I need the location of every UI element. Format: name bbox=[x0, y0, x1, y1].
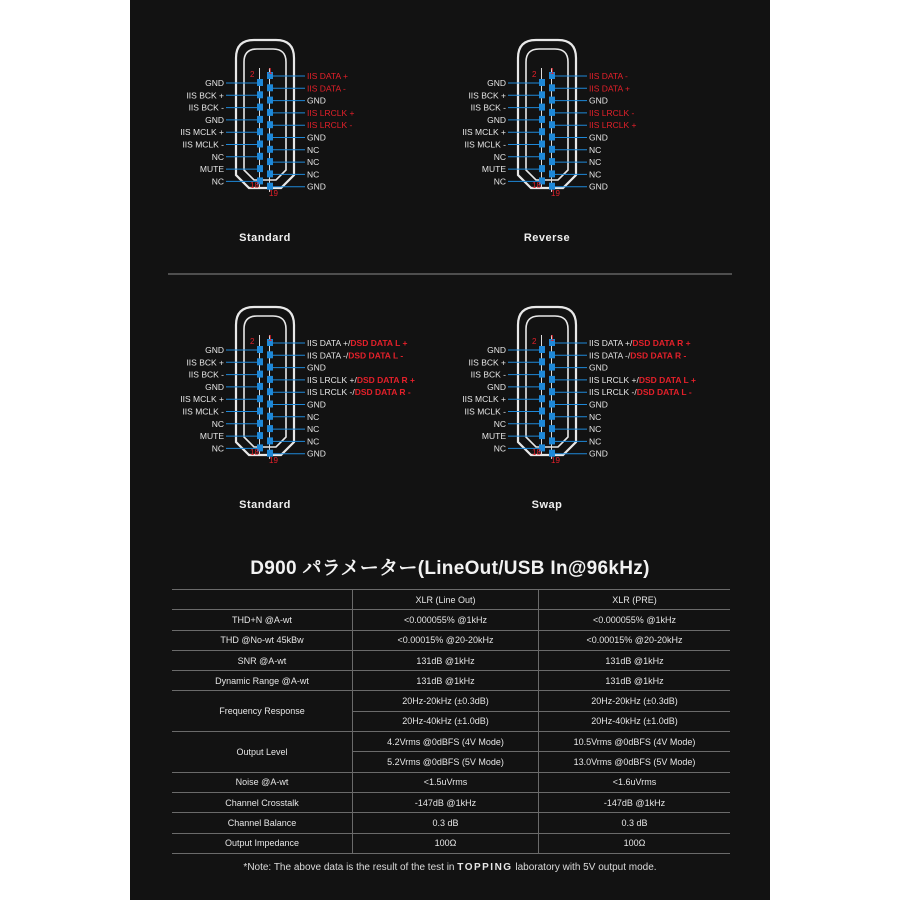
pin-label-text: IIS LRCLK -/ bbox=[589, 387, 637, 398]
pin-label-left: IIS MCLK + bbox=[180, 127, 224, 138]
pin-label-right bbox=[307, 120, 353, 130]
cell-line-out: 5.2Vrms @0dBFS (5V Mode) bbox=[353, 752, 539, 772]
pin-pad bbox=[257, 420, 263, 427]
pin-pad bbox=[539, 383, 545, 390]
pin-pad bbox=[539, 104, 545, 111]
pin-number: 19 bbox=[269, 456, 278, 465]
pin-label-left: NC bbox=[211, 418, 224, 429]
pin-label-signal: DSD DATA L + bbox=[638, 374, 696, 385]
pin-pad bbox=[549, 425, 555, 432]
pin-label-signal: IIS LRCLK - bbox=[589, 107, 635, 118]
pin-label-text: IIS DATA +/ bbox=[589, 338, 633, 348]
pin-pad bbox=[257, 395, 263, 402]
connector-inner-outline bbox=[244, 316, 286, 447]
pin-label-text: GND bbox=[589, 362, 608, 373]
pin-number: 1 bbox=[550, 334, 555, 343]
pin-pad bbox=[549, 413, 555, 420]
pin-number: 2 bbox=[250, 337, 255, 346]
pin-label-right bbox=[307, 375, 415, 385]
pin-pad bbox=[267, 170, 273, 177]
pin-number: 1 bbox=[268, 334, 273, 343]
pin-pad bbox=[549, 84, 555, 91]
cell-line-out: <1.5uVrms bbox=[353, 772, 539, 792]
table-row bbox=[172, 671, 730, 691]
pin-label-left: GND bbox=[487, 78, 506, 88]
cell-line-out: 131dB @1kHz bbox=[353, 671, 539, 691]
pin-label-left: MUTE bbox=[199, 431, 224, 442]
pin-label-signal: IIS DATA + bbox=[589, 83, 631, 94]
diagram-caption: Standard bbox=[239, 499, 291, 511]
pin-pad bbox=[549, 121, 555, 128]
pin-label-left: MUTE bbox=[481, 164, 506, 175]
brand-logo: TOPPING bbox=[457, 862, 513, 873]
pin-label-right bbox=[307, 108, 355, 118]
pin-label-right bbox=[589, 350, 686, 360]
pin-label-left: NC bbox=[211, 176, 224, 187]
pin-label-text: IIS LRCLK -/ bbox=[307, 387, 355, 398]
pin-label-left: GND bbox=[205, 381, 224, 392]
pin-label-right bbox=[307, 71, 348, 81]
pin-label-text: GND bbox=[589, 181, 608, 192]
pin-label-left: NC bbox=[493, 176, 506, 187]
cell-pre: -147dB @1kHz bbox=[539, 792, 731, 812]
pin-label-left: GND bbox=[205, 78, 224, 88]
hdmi-connector-diagram bbox=[180, 307, 415, 511]
pin-pad bbox=[539, 371, 545, 378]
pin-number: 18 bbox=[250, 181, 259, 190]
pin-pad bbox=[549, 376, 555, 383]
pin-label-left: NC bbox=[493, 418, 506, 429]
pin-label-signal: DSD DATA R + bbox=[356, 374, 416, 385]
pin-label-left: IIS BCK + bbox=[186, 90, 224, 101]
cell-pre: 100Ω bbox=[539, 833, 731, 853]
pin-pad bbox=[257, 128, 263, 135]
pin-label-right bbox=[307, 350, 403, 360]
hdmi-connector-diagram bbox=[180, 40, 354, 244]
pin-label-left: NC bbox=[493, 443, 506, 454]
pin-label-text: NC bbox=[307, 144, 320, 155]
pin-label-left: GND bbox=[205, 114, 224, 125]
row-label: Dynamic Range @A-wt bbox=[172, 671, 353, 691]
cell-line-out: <0.00015% @20-20kHz bbox=[353, 630, 539, 650]
pin-label-text: NC bbox=[589, 157, 602, 168]
pin-label-signal: IIS LRCLK + bbox=[307, 107, 355, 118]
pin-number: 2 bbox=[532, 337, 537, 346]
connector-inner-outline bbox=[526, 316, 568, 447]
pin-label-signal: IIS DATA + bbox=[307, 71, 349, 81]
pin-pad bbox=[539, 420, 545, 427]
cell-line-out: 131dB @1kHz bbox=[353, 650, 539, 670]
pin-label-text: NC bbox=[589, 424, 602, 435]
pin-label-signal: DSD DATA R - bbox=[630, 350, 687, 361]
pin-pad bbox=[257, 141, 263, 148]
row-label: THD @No-wt 45kBw bbox=[172, 630, 353, 650]
pin-label-left: GND bbox=[487, 381, 506, 392]
pin-pad bbox=[267, 97, 273, 104]
note-text: *Note: The above data is the result of the test in bbox=[243, 862, 458, 873]
pin-pad bbox=[549, 437, 555, 444]
header-cell: XLR (PRE) bbox=[539, 590, 731, 610]
row-label: Frequency Response bbox=[172, 691, 353, 732]
pin-pad bbox=[267, 146, 273, 153]
pin-label-right bbox=[307, 182, 326, 192]
pin-pad bbox=[539, 128, 545, 135]
pin-label-left: IIS MCLK + bbox=[462, 127, 506, 138]
pin-label-text: GND bbox=[307, 448, 326, 459]
pin-label-text: NC bbox=[307, 169, 320, 180]
pin-label-right bbox=[307, 436, 319, 446]
cell-line-out: 20Hz-20kHz (±0.3dB) bbox=[353, 691, 539, 711]
header-cell: XLR (Line Out) bbox=[353, 590, 539, 610]
table-row bbox=[172, 630, 730, 650]
pin-pad bbox=[539, 346, 545, 353]
pin-number: 2 bbox=[532, 70, 537, 79]
pin-label-text: GND bbox=[589, 95, 608, 106]
header-cell bbox=[172, 590, 353, 610]
pin-pad bbox=[267, 376, 273, 383]
pin-label-right bbox=[589, 375, 696, 385]
pin-pad bbox=[549, 364, 555, 371]
pin-label-left: NC bbox=[211, 151, 224, 162]
table-row bbox=[172, 650, 730, 670]
pin-label-left: MUTE bbox=[481, 431, 506, 442]
pin-label-signal: IIS LRCLK - bbox=[307, 120, 353, 131]
pin-label-left: IIS MCLK - bbox=[182, 406, 224, 417]
pin-label-right bbox=[589, 412, 601, 422]
pin-label-text: NC bbox=[589, 436, 602, 447]
pin-label-right bbox=[589, 133, 608, 143]
pin-label-right bbox=[307, 133, 326, 143]
pin-label-text: GND bbox=[307, 181, 326, 192]
pin-label-text: GND bbox=[307, 399, 326, 410]
pin-number: 18 bbox=[532, 181, 541, 190]
pin-label-left: IIS BCK - bbox=[470, 102, 506, 113]
pin-label-left: IIS MCLK + bbox=[180, 394, 224, 405]
cell-pre: <1.6uVrms bbox=[539, 772, 731, 792]
footnote bbox=[130, 862, 770, 873]
pin-pad bbox=[549, 388, 555, 395]
pin-label-signal: DSD DATA L + bbox=[350, 338, 408, 348]
pin-label-right bbox=[307, 96, 326, 106]
pin-pad bbox=[257, 358, 263, 365]
row-label: Channel Balance bbox=[172, 813, 353, 833]
pin-label-text: GND bbox=[589, 448, 608, 459]
cell-pre: <0.00015% @20-20kHz bbox=[539, 630, 731, 650]
pin-number: 2 bbox=[250, 70, 255, 79]
pin-label-right bbox=[589, 157, 601, 167]
pin-number: 19 bbox=[269, 189, 278, 198]
pin-pad bbox=[549, 97, 555, 104]
cell-line-out: 4.2Vrms @0dBFS (4V Mode) bbox=[353, 732, 539, 752]
pin-pad bbox=[257, 371, 263, 378]
note-text: laboratory with 5V output mode. bbox=[512, 862, 657, 873]
pin-pad bbox=[539, 153, 545, 160]
pin-label-left: IIS BCK + bbox=[186, 357, 224, 368]
pin-pad bbox=[539, 141, 545, 148]
pin-pad bbox=[549, 170, 555, 177]
pin-label-right bbox=[307, 424, 319, 434]
cell-pre: <0.000055% @1kHz bbox=[539, 610, 731, 630]
pin-pad bbox=[549, 109, 555, 116]
pin-label-text: GND bbox=[307, 95, 326, 106]
hdmi-connector-diagram bbox=[462, 40, 636, 244]
pin-label-text: IIS LRCLK +/ bbox=[307, 374, 357, 385]
pin-label-left: IIS BCK - bbox=[188, 102, 224, 113]
pin-number: 1 bbox=[550, 67, 555, 76]
pin-label-right bbox=[589, 120, 637, 130]
pin-pad bbox=[549, 158, 555, 165]
cell-pre: 13.0Vrms @0dBFS (5V Mode) bbox=[539, 752, 731, 772]
table-row bbox=[172, 610, 730, 630]
pin-number: 19 bbox=[551, 456, 560, 465]
cell-line-out: 0.3 dB bbox=[353, 813, 539, 833]
pin-label-left: GND bbox=[487, 345, 506, 355]
table-row bbox=[172, 833, 730, 853]
pin-label-text: NC bbox=[589, 411, 602, 422]
pin-number: 18 bbox=[532, 448, 541, 457]
parameters-title: D900 パラメーター(LineOut/USB In@96kHz) bbox=[250, 558, 650, 579]
pin-pad bbox=[549, 351, 555, 358]
cell-line-out: <0.000055% @1kHz bbox=[353, 610, 539, 630]
pin-number: 18 bbox=[250, 448, 259, 457]
pin-pad bbox=[257, 91, 263, 98]
pin-label-signal: IIS DATA - bbox=[589, 71, 628, 81]
cell-pre: 131dB @1kHz bbox=[539, 650, 731, 670]
table-row bbox=[172, 772, 730, 792]
row-label: Output Level bbox=[172, 732, 353, 773]
row-label: THD+N @A-wt bbox=[172, 610, 353, 630]
cell-pre: 0.3 dB bbox=[539, 813, 731, 833]
pin-pad bbox=[539, 358, 545, 365]
pin-label-right bbox=[307, 145, 319, 155]
pin-pad bbox=[267, 84, 273, 91]
row-label: Channel Crosstalk bbox=[172, 792, 353, 812]
pin-label-right bbox=[589, 363, 608, 373]
pin-pad bbox=[267, 413, 273, 420]
row-label: SNR @A-wt bbox=[172, 650, 353, 670]
pin-label-right bbox=[307, 338, 407, 348]
pin-label-text: IIS DATA -/ bbox=[307, 350, 349, 361]
pin-pad bbox=[267, 121, 273, 128]
pin-label-left: GND bbox=[205, 345, 224, 355]
pin-label-right bbox=[589, 424, 601, 434]
pin-pad bbox=[549, 134, 555, 141]
pin-pad bbox=[549, 146, 555, 153]
pin-pad bbox=[257, 116, 263, 123]
pin-pad bbox=[539, 432, 545, 439]
pin-label-right bbox=[589, 145, 601, 155]
pin-pad bbox=[539, 395, 545, 402]
pin-label-text: NC bbox=[307, 436, 320, 447]
pin-pad bbox=[267, 437, 273, 444]
pin-label-text: IIS DATA +/ bbox=[307, 338, 351, 348]
pin-label-right bbox=[307, 387, 411, 397]
pin-label-right bbox=[589, 387, 692, 397]
cell-line-out: 100Ω bbox=[353, 833, 539, 853]
pin-label-left: IIS MCLK - bbox=[464, 139, 506, 150]
pin-pad bbox=[267, 388, 273, 395]
pin-pad bbox=[257, 165, 263, 172]
pin-label-right bbox=[589, 338, 691, 348]
pin-pad bbox=[257, 104, 263, 111]
pin-pad bbox=[267, 351, 273, 358]
connector-inner-outline bbox=[244, 49, 286, 180]
pin-label-signal: IIS LRCLK + bbox=[589, 120, 637, 131]
pin-pad bbox=[267, 425, 273, 432]
pin-label-left: IIS MCLK - bbox=[182, 139, 224, 150]
pin-label-right bbox=[589, 96, 608, 106]
parameters-table bbox=[172, 589, 730, 854]
pin-label-left: IIS MCLK - bbox=[464, 406, 506, 417]
pin-label-left: IIS BCK - bbox=[188, 369, 224, 380]
pin-pad bbox=[257, 383, 263, 390]
pin-label-right bbox=[589, 400, 608, 410]
pin-pad bbox=[539, 165, 545, 172]
pin-label-signal: DSD DATA L - bbox=[348, 350, 404, 361]
diagram-caption: Standard bbox=[239, 232, 291, 244]
pin-label-right bbox=[307, 157, 319, 167]
pin-label-left: IIS BCK - bbox=[470, 369, 506, 380]
row-label: Output Impedance bbox=[172, 833, 353, 853]
pin-label-text: GND bbox=[307, 132, 326, 143]
table-row bbox=[172, 813, 730, 833]
diagram-caption: Swap bbox=[531, 499, 563, 511]
pin-label-right bbox=[307, 83, 346, 93]
pin-label-text: NC bbox=[589, 169, 602, 180]
pin-number: 19 bbox=[551, 189, 560, 198]
pin-label-text: IIS DATA -/ bbox=[589, 350, 631, 361]
pin-label-text: NC bbox=[307, 157, 320, 168]
pin-label-right bbox=[307, 412, 319, 422]
pin-label-left: IIS MCLK + bbox=[462, 394, 506, 405]
pin-label-left: GND bbox=[487, 114, 506, 125]
connector-inner-outline bbox=[526, 49, 568, 180]
pin-label-right bbox=[589, 83, 630, 93]
pin-label-left: NC bbox=[211, 443, 224, 454]
pin-pad bbox=[257, 346, 263, 353]
pin-pad bbox=[257, 153, 263, 160]
table-row bbox=[172, 691, 730, 711]
pin-label-left: MUTE bbox=[199, 164, 224, 175]
table-row bbox=[172, 792, 730, 812]
pin-label-right bbox=[589, 71, 628, 81]
cell-pre: 20Hz-20kHz (±0.3dB) bbox=[539, 691, 731, 711]
pin-pad bbox=[267, 158, 273, 165]
diagram-caption: Reverse bbox=[523, 232, 571, 244]
pin-label-right bbox=[589, 169, 601, 179]
pin-label-text: NC bbox=[589, 144, 602, 155]
pin-pad bbox=[267, 401, 273, 408]
cell-pre: 10.5Vrms @0dBFS (4V Mode) bbox=[539, 732, 731, 752]
pin-pad bbox=[549, 401, 555, 408]
pin-label-signal: DSD DATA R + bbox=[632, 338, 691, 348]
pin-label-right bbox=[589, 108, 635, 118]
pin-pad bbox=[257, 432, 263, 439]
cell-line-out: 20Hz-40kHz (±1.0dB) bbox=[353, 711, 539, 731]
pin-pad bbox=[539, 116, 545, 123]
cell-pre: 20Hz-40kHz (±1.0dB) bbox=[539, 711, 731, 731]
pin-pad bbox=[539, 79, 545, 86]
pin-label-left: IIS BCK + bbox=[468, 357, 506, 368]
pin-label-signal: DSD DATA R - bbox=[354, 387, 411, 398]
table-header-row bbox=[172, 590, 730, 610]
pin-label-text: GND bbox=[589, 132, 608, 143]
pin-pad bbox=[539, 91, 545, 98]
pin-label-right bbox=[589, 182, 608, 192]
pin-label-signal: IIS DATA - bbox=[307, 83, 346, 94]
pin-label-right bbox=[589, 449, 608, 459]
cell-pre: 131dB @1kHz bbox=[539, 671, 731, 691]
pin-label-text: NC bbox=[307, 424, 320, 435]
row-label: Noise @A-wt bbox=[172, 772, 353, 792]
pin-label-text: NC bbox=[307, 411, 320, 422]
pin-label-left: IIS BCK + bbox=[468, 90, 506, 101]
pin-label-text: IIS LRCLK +/ bbox=[589, 374, 639, 385]
pin-pad bbox=[539, 408, 545, 415]
pin-label-text: GND bbox=[307, 362, 326, 373]
pin-label-right bbox=[307, 449, 326, 459]
pin-label-right bbox=[307, 169, 319, 179]
pin-pad bbox=[267, 109, 273, 116]
pin-label-right bbox=[307, 400, 326, 410]
pin-number: 1 bbox=[268, 67, 273, 76]
pin-pad bbox=[267, 134, 273, 141]
pin-pad bbox=[267, 364, 273, 371]
pin-label-signal: DSD DATA L - bbox=[636, 387, 692, 398]
pin-pad bbox=[257, 408, 263, 415]
hdmi-connector-diagram bbox=[462, 307, 696, 511]
pin-label-right bbox=[589, 436, 601, 446]
pin-label-left: NC bbox=[493, 151, 506, 162]
cell-line-out: -147dB @1kHz bbox=[353, 792, 539, 812]
hdmi-pinout-diagrams bbox=[130, 0, 770, 520]
pin-pad bbox=[257, 79, 263, 86]
pin-label-right bbox=[307, 363, 326, 373]
pin-label-text: GND bbox=[589, 399, 608, 410]
table-row bbox=[172, 732, 730, 752]
